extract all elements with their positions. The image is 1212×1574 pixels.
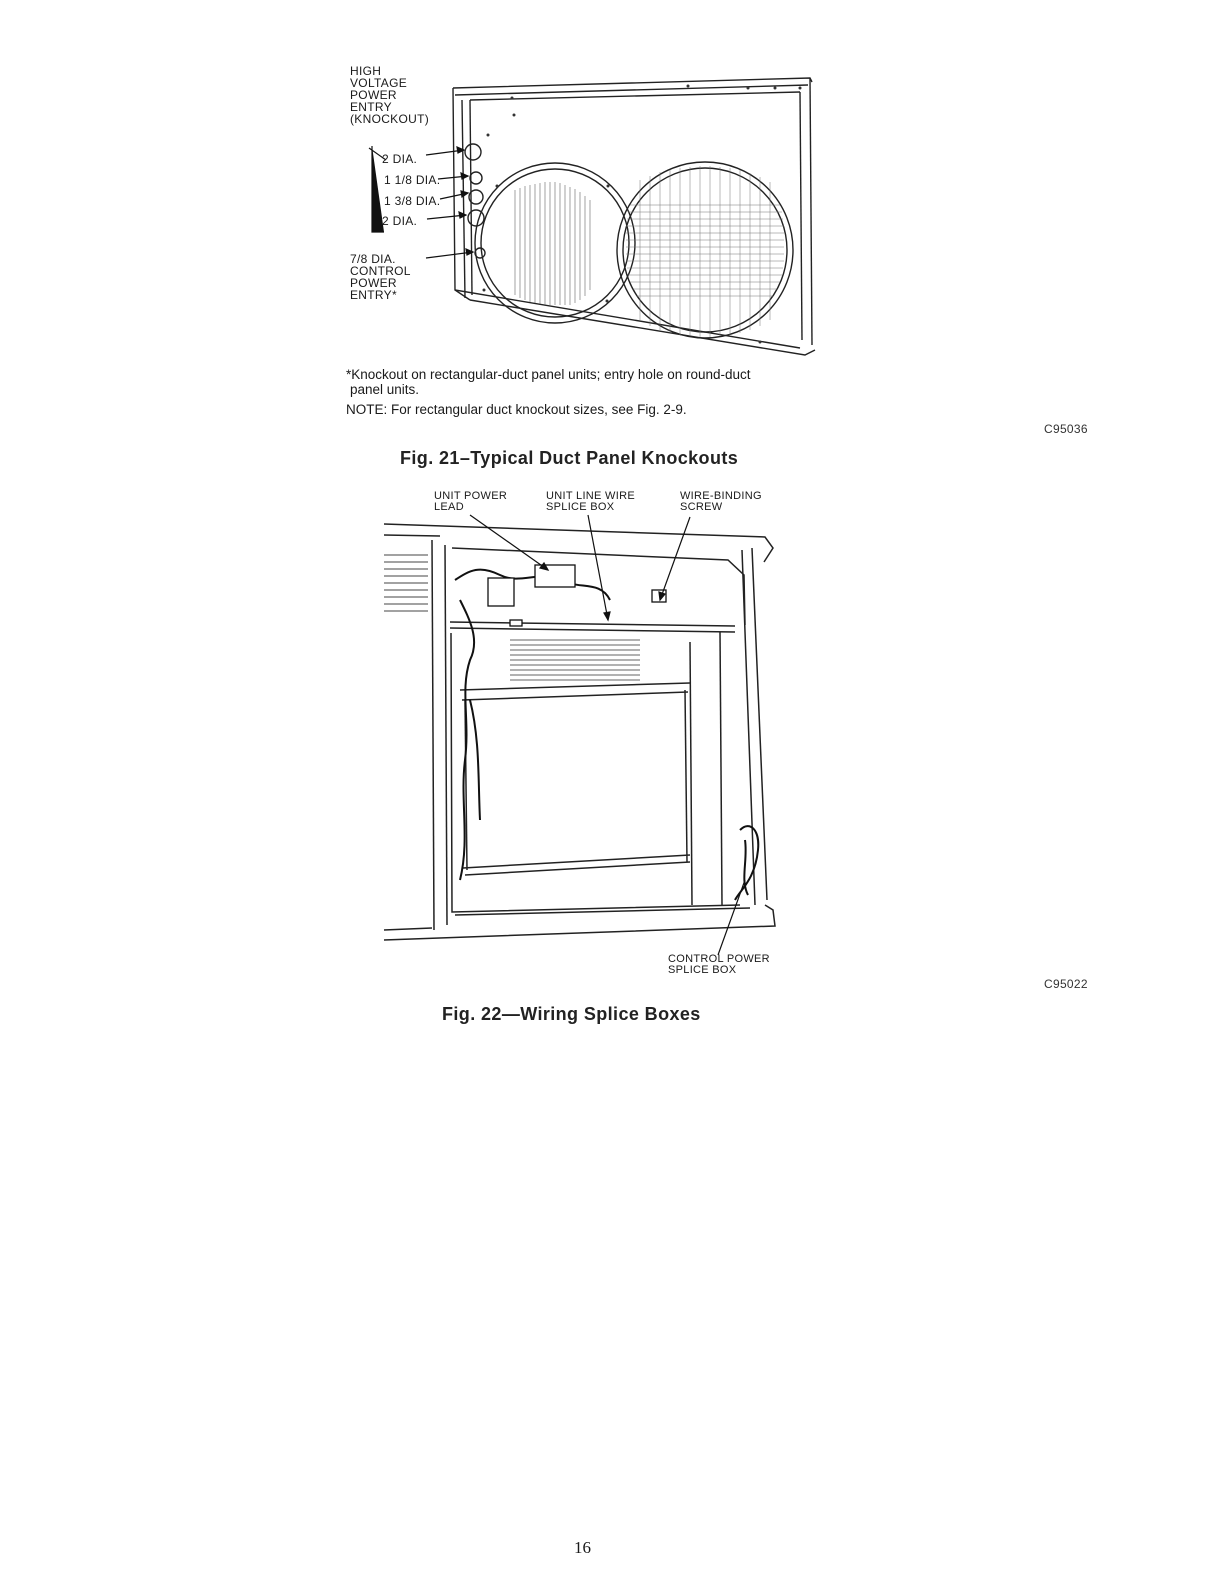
page-number: 16 — [574, 1538, 591, 1557]
figure-caption: Fig. 22—Wiring Splice Boxes — [442, 1004, 701, 1024]
high-voltage-label: HIGH VOLTAGE POWER ENTRY (KNOCKOUT) — [350, 64, 429, 126]
size-label-1-1-8: 1 1/8 DIA. — [384, 173, 441, 187]
knockout-footnote: *Knockout on rectangular-duct panel units; entry hole on round-duct panel units. — [346, 367, 751, 397]
figure-code: C95022 — [1044, 977, 1088, 991]
size-label-1-3-8: 1 3/8 DIA. — [384, 194, 441, 208]
wire-binding-screw-label: WIRE-BINDING SCREW — [680, 490, 762, 513]
size-label-2dia-bottom: 2 DIA. — [382, 214, 418, 228]
unit-power-lead-label: UNIT POWER LEAD — [434, 490, 508, 513]
duct-size-note: NOTE: For rectangular duct knockout sizes, see Fig. 2-9. — [346, 402, 687, 417]
figure-code: C95036 — [1044, 422, 1088, 436]
control-power-splice-label: CONTROL POWER SPLICE BOX — [668, 953, 770, 976]
figure-caption: Fig. 21–Typical Duct Panel Knockouts — [400, 448, 739, 468]
control-power-entry-label: 7/8 DIA. CONTROL POWER ENTRY* — [350, 252, 411, 302]
size-label-2dia-top: 2 DIA. — [382, 152, 418, 166]
unit-line-wire-label: UNIT LINE WIRE SPLICE BOX — [546, 490, 635, 513]
